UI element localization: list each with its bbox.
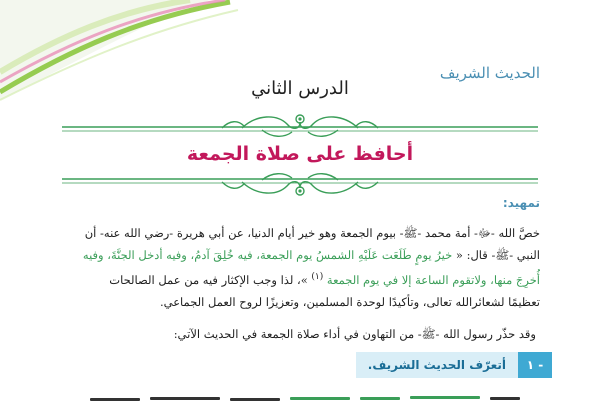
section-number-badge: ١ - <box>518 352 552 378</box>
intro-line-3-suffix: »، لذا وجب الإكثار فيه من عمل الصالحات <box>109 272 308 287</box>
section-banner-label: أتعرّف الحديث الشريف. <box>356 352 518 378</box>
cut-off-text-line <box>70 393 530 403</box>
intro-line-2 <box>58 244 540 266</box>
intro-label: تمهيد: <box>502 196 540 210</box>
hadith-text-part-1: خيرُ يومٍ طَلَعَت عَلَيْهِ الشمسُ يوم الجمعة، فيه خُلِقَ آدمُ، وفيه أدخل الجنَّةَ، وفيه <box>82 248 453 262</box>
section-banner <box>356 352 552 378</box>
lesson-title: الدرس الثاني <box>251 78 349 99</box>
intro-line-2-prefix: النبي -ﷺ- قال: « <box>455 248 540 262</box>
caution-sentence: وقد حذّر رسول الله -ﷺ- من التهاون في أداء صلاة الجمعة في الحديث الآتي: <box>173 327 536 341</box>
ornament-divider-top <box>62 110 538 142</box>
section-title: الحديث الشريف <box>439 64 540 82</box>
intro-line-4: تعظيمًا لشعائرالله تعالى، وتأكيدًا لوحدة المسلمين، وتعزيزًا لروح العمل الجماعي. <box>159 294 540 309</box>
intro-paragraph <box>58 222 540 313</box>
hadith-text-part-2: أُخرِجَ منها، ولاتقوم الساعة إلا في يوم الجمعة <box>326 272 540 287</box>
intro-line-3 <box>58 266 540 291</box>
footnote-ref: (١) <box>311 272 324 282</box>
intro-line-1: خصَّ الله -ﷻ- أمة محمد -ﷺ- بيوم الجمعة وهو خير أيام الدنيا، عن أبي هريرة -رضي الله عنه- أن <box>84 226 540 240</box>
ornament-divider-bottom <box>62 168 538 200</box>
lesson-main-title: أحافظ على صلاة الجمعة <box>186 143 414 165</box>
